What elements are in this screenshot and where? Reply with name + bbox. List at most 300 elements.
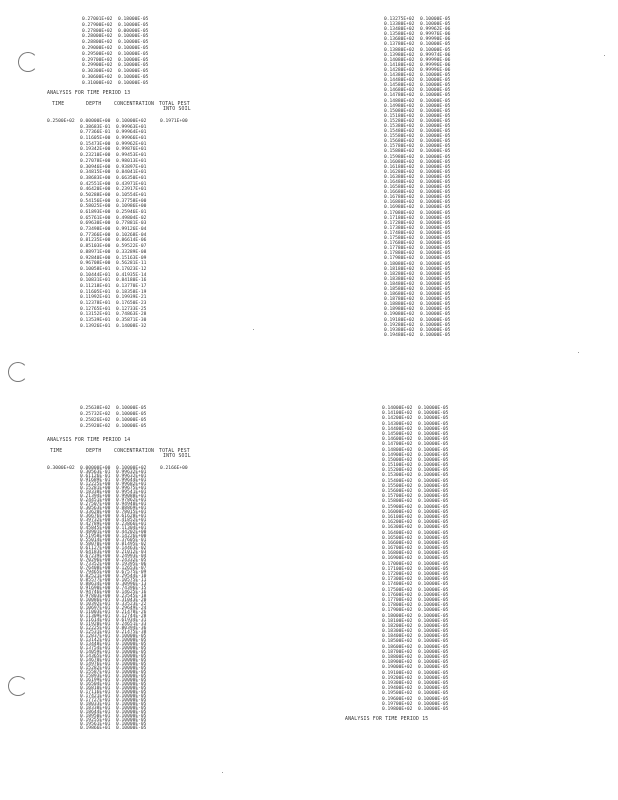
value-cell: 0.10000E-05	[118, 69, 149, 75]
value-cell: 0.10000E-05	[116, 634, 147, 639]
value-cell: 0.99974E-06	[420, 52, 451, 58]
depth-cell: 0.18338E+00	[80, 490, 111, 495]
depth-cell: 0.18580E+02	[384, 286, 415, 292]
depth-cell: 0.14059E+01	[80, 650, 111, 655]
depth-cell: 0.85103E+00	[80, 244, 111, 250]
value-cell: 0.30996E-13	[116, 582, 147, 587]
value-cell: 0.13770E-17	[116, 283, 147, 289]
value-cell: 0.10000E-05	[420, 327, 451, 333]
depth-cell: 0.14780E+02	[384, 93, 415, 99]
depth-cell: 0.30300E+02	[82, 69, 113, 75]
depth-cell: 0.16800E+02	[382, 551, 413, 557]
depth-cell: 0.14600E+02	[382, 437, 413, 443]
bottom-right-data-table	[382, 406, 448, 712]
value-cell: 0.25946E-01	[116, 210, 147, 215]
total-value: 0.2166E+00	[160, 466, 188, 471]
depth-cell: 0.27001E+02	[82, 17, 113, 22]
depth-cell: 0.15380E+02	[384, 123, 415, 129]
depth-cell: 0.15400E+02	[382, 478, 413, 484]
value-cell: 0.99088E+01	[116, 494, 147, 499]
value-cell: 0.10000E-05	[418, 623, 449, 629]
value-cell: 0.10000E-05	[116, 642, 147, 647]
depth-cell: 0.28000E+02	[82, 34, 113, 40]
depth-cell: 0.54156E+00	[80, 198, 111, 204]
depth-cell: 0.14280E+02	[384, 67, 415, 73]
depth-cell: 0.19342E+00	[80, 147, 111, 153]
depth-cell: 0.15080E+02	[384, 108, 415, 114]
value-cell: 0.10000E-05	[418, 457, 449, 463]
depth-cell: 0.16300E+02	[382, 525, 413, 531]
value-cell: 0.10000E-05	[418, 437, 449, 443]
depth-cell: 0.14380E+02	[384, 73, 415, 79]
depth-cell: 0.29700E+02	[82, 57, 113, 63]
value-cell: 0.10000E-05	[420, 286, 451, 292]
depth-cell: 0.15980E+02	[384, 154, 415, 160]
value-cell: 0.43971E+01	[116, 181, 147, 187]
value-cell: 0.10000E-05	[420, 332, 451, 338]
value-cell: 0.10000E-05	[420, 22, 451, 28]
value-cell: 0.10000E-05	[420, 317, 451, 323]
value-cell: 0.99453E+01	[116, 153, 147, 159]
value-cell: 0.10000E-05	[420, 210, 451, 216]
bottom-left-data-table	[80, 466, 146, 730]
value-cell: 0.24651E-33	[116, 622, 147, 627]
depth-cell: 0.19561E+01	[80, 722, 111, 727]
depth-cell: 0.69630E+00	[80, 221, 111, 227]
depth-cell: 0.18180E+02	[384, 266, 415, 272]
value-cell: 0.10000E-05	[420, 297, 451, 303]
depth-cell: 0.10697E+01	[80, 606, 111, 611]
depth-cell: 0.23210E+00	[80, 153, 111, 159]
value-cell: 0.10000E-05	[420, 302, 451, 308]
value-cell: 0.10000E-05	[420, 113, 451, 119]
depth-cell: 0.30946E+00	[80, 164, 111, 170]
section-title: ANALYSIS FOR TIME PERIOD 14	[47, 438, 131, 443]
value-cell: 0.11304E+01	[116, 526, 147, 531]
value-cell: 0.99964E+01	[116, 130, 147, 136]
header-concentration: CONCENTRATION	[114, 449, 155, 454]
value-cell: 0.10000E-05	[420, 47, 451, 53]
top-right-data-table	[384, 17, 450, 338]
depth-cell: 0.00000E+00	[80, 119, 111, 124]
depth-cell: 0.25826E+02	[80, 418, 111, 423]
depth-cell: 0.16199E+01	[80, 678, 111, 683]
value-cell: 0.35871E-30	[116, 318, 147, 324]
depth-cell: 0.11605E+00	[80, 136, 111, 142]
value-cell: 0.10000E-05	[418, 587, 449, 593]
value-cell: 0.10000E-05	[420, 108, 451, 114]
value-cell: 0.10000E-05	[420, 292, 451, 298]
value-cell: 0.99632E+01	[116, 474, 147, 479]
depth-cell: 0.65761E+00	[80, 215, 111, 221]
depth-cell: 0.18400E+02	[382, 634, 413, 640]
time-value: 0.3000E+02	[47, 466, 75, 471]
value-cell: 0.10000E-05	[418, 499, 449, 505]
depth-cell: 0.61893E+00	[80, 210, 111, 215]
depth-cell: 0.13680E+02	[384, 37, 415, 43]
depth-cell: 0.96708E+00	[80, 261, 111, 267]
value-cell: 0.10000E-05	[420, 225, 451, 231]
depth-cell: 0.13926E+01	[80, 323, 111, 329]
value-cell: 0.61934E-31	[116, 618, 147, 623]
depth-cell: 0.19380E+02	[384, 327, 415, 333]
depth-cell: 0.18380E+02	[384, 276, 415, 282]
value-cell: 0.10000E-05	[420, 200, 451, 206]
depth-cell: 0.18980E+02	[384, 307, 415, 313]
depth-cell: 0.16504E+01	[80, 682, 111, 687]
value-cell: 0.10000E-05	[420, 139, 451, 145]
depth-cell: 0.19400E+02	[382, 686, 413, 692]
value-cell: 0.12744E-28	[116, 614, 147, 619]
depth-cell: 0.13480E+02	[384, 27, 415, 33]
value-cell: 0.10000E-05	[420, 174, 451, 180]
depth-cell: 0.77366E+00	[80, 232, 111, 238]
depth-cell: 0.19180E+02	[384, 317, 415, 323]
depth-cell: 0.58070E+00	[80, 542, 111, 547]
depth-cell: 0.18080E+02	[384, 261, 415, 267]
value-cell: 0.99675E+01	[116, 486, 147, 491]
depth-cell: 0.13780E+02	[384, 42, 415, 48]
depth-cell: 0.94746E+00	[80, 590, 111, 595]
value-cell: 0.41935E-14	[116, 272, 147, 278]
value-cell: 0.21475E-38	[116, 630, 147, 635]
depth-cell: 0.97803E+00	[80, 594, 111, 599]
value-cell: 0.86614E-06	[116, 238, 147, 244]
depth-cell: 0.17600E+02	[382, 592, 413, 598]
header-concentration: CONCENTRATION	[114, 102, 155, 107]
value-cell: 0.10000E-05	[116, 686, 147, 691]
value-cell: 0.10000E-05	[420, 129, 451, 135]
depth-cell: 0.38683E-01	[80, 124, 111, 130]
depth-cell: 0.16380E+02	[384, 174, 415, 180]
value-cell: 0.10000E-05	[418, 426, 449, 432]
value-cell: 0.10000E-05	[418, 649, 449, 655]
depth-cell: 0.24451E+00	[80, 498, 111, 503]
depth-cell: 0.64183E+00	[80, 550, 111, 555]
value-cell: 0.99966E+01	[116, 136, 147, 142]
depth-cell: 0.18300E+02	[382, 629, 413, 635]
depth-cell: 0.14976E+01	[80, 662, 111, 667]
value-cell: 0.10000E-05	[418, 706, 449, 712]
value-cell: 0.99990E-06	[420, 57, 451, 63]
depth-cell: 0.19280E+02	[384, 322, 415, 328]
depth-cell: 0.17680E+02	[384, 241, 415, 247]
depth-cell: 0.17000E+02	[382, 561, 413, 567]
depth-cell: 0.16900E+02	[382, 556, 413, 562]
depth-cell: 0.14700E+02	[382, 442, 413, 448]
depth-cell: 0.17580E+02	[384, 236, 415, 242]
depth-cell: 0.18480E+02	[384, 281, 415, 287]
depth-cell: 0.17280E+02	[384, 220, 415, 226]
depth-cell: 0.19866E+01	[80, 726, 111, 731]
value-cell: 0.10000E-05	[118, 45, 149, 51]
value-cell: 0.10000E-05	[418, 686, 449, 692]
depth-cell: 0.10444E+01	[80, 272, 111, 278]
value-cell: 0.66350E+01	[116, 175, 147, 181]
value-cell: 0.23917E+01	[116, 187, 147, 193]
value-cell: 0.10000E-05	[420, 134, 451, 140]
value-cell: 0.33523E-22	[116, 602, 147, 607]
depth-cell: 0.11605E+01	[80, 289, 111, 295]
value-cell: 0.10000E-05	[118, 34, 149, 40]
value-cell: 0.10000E+02	[116, 119, 147, 124]
depth-cell: 0.38683E+00	[80, 175, 111, 181]
depth-cell: 0.25638E+02	[80, 406, 111, 411]
value-cell: 0.10000E-05	[116, 726, 147, 731]
depth-cell: 0.16200E+02	[382, 520, 413, 526]
value-cell: 0.10000E-05	[420, 42, 451, 48]
depth-cell: 0.46420E+00	[80, 187, 111, 193]
value-cell: 0.10000E-05	[116, 662, 147, 667]
value-cell: 0.10000E-05	[116, 694, 147, 699]
depth-cell: 0.14080E+02	[384, 57, 415, 63]
value-cell: 0.10000E-05	[116, 718, 147, 723]
value-cell: 0.84041E+01	[116, 170, 147, 176]
depth-cell: 0.16000E+02	[382, 509, 413, 515]
value-cell: 0.10000E-05	[420, 276, 451, 282]
depth-cell: 0.19000E+02	[382, 665, 413, 671]
value-cell: 0.33289E-08	[116, 249, 147, 255]
value-cell: 0.99962E+01	[116, 141, 147, 147]
depth-cell: 0.42551E+00	[80, 181, 111, 187]
value-cell: 0.10000E-05	[418, 644, 449, 650]
depth-cell: 0.67239E+00	[80, 554, 111, 559]
value-cell: 0.10575E-11	[116, 578, 147, 583]
depth-cell: 0.16180E+02	[384, 164, 415, 170]
depth-cell: 0.31000E+02	[82, 80, 113, 86]
value-cell: 0.10000E-05	[420, 307, 451, 313]
depth-cell: 0.16580E+02	[384, 185, 415, 191]
value-cell: 0.10000E-05	[420, 88, 451, 94]
depth-cell: 0.17421E+01	[80, 694, 111, 699]
depth-cell: 0.12225E+00	[80, 482, 111, 487]
depth-cell: 0.51958E+00	[80, 534, 111, 539]
depth-cell: 0.13539E+01	[80, 318, 111, 324]
table-row	[384, 333, 450, 338]
value-cell: 0.10000E-05	[420, 281, 451, 287]
value-cell: 0.10000E-05	[116, 670, 147, 675]
value-cell: 0.10000E-05	[116, 646, 147, 651]
depth-cell: 0.19700E+02	[382, 701, 413, 707]
depth-cell: 0.14000E+02	[382, 406, 413, 411]
depth-cell: 0.17080E+02	[384, 210, 415, 216]
depth-cell: 0.88971E+00	[80, 249, 111, 255]
depth-cell: 0.29900E+02	[82, 63, 113, 69]
punch-hole-icon	[8, 362, 28, 382]
depth-cell: 0.12765E+01	[80, 306, 111, 312]
depth-cell: 0.18950E+01	[80, 714, 111, 719]
value-cell: 0.10000E-05	[420, 118, 451, 124]
depth-cell: 0.17980E+02	[384, 256, 415, 262]
value-cell: 0.77881E-03	[116, 221, 147, 227]
depth-cell: 0.16680E+02	[384, 190, 415, 196]
depth-cell: 0.15587E+01	[80, 670, 111, 675]
depth-cell: 0.18780E+02	[384, 297, 415, 303]
value-cell: 0.99682E+01	[116, 482, 147, 487]
depth-cell: 0.13980E+02	[384, 52, 415, 58]
value-cell: 0.81495E-02	[116, 542, 147, 547]
depth-cell: 0.14900E+02	[382, 452, 413, 458]
depth-cell: 0.73352E+00	[80, 562, 111, 567]
value-cell: 0.74863E-28	[116, 312, 147, 318]
table-row	[382, 707, 448, 712]
value-cell: 0.10000E-05	[420, 73, 451, 79]
value-cell: 0.10000E-05	[116, 674, 147, 679]
depth-cell: 0.15100E+02	[382, 463, 413, 469]
depth-cell: 0.61127E+00	[80, 546, 111, 551]
bottom-left-pre-rows	[80, 406, 146, 430]
value-cell: 0.10000E-05	[418, 411, 449, 417]
value-cell: 0.10000E-05	[418, 660, 449, 666]
depth-cell: 0.15282E+01	[80, 666, 111, 671]
depth-cell: 0.16500E+02	[382, 535, 413, 541]
punch-hole-icon	[8, 676, 28, 696]
value-cell: 0.99962E-06	[420, 27, 451, 33]
value-cell: 0.10000E-05	[418, 494, 449, 500]
value-cell: 0.10000E-05	[418, 701, 449, 707]
value-cell: 0.10000E-05	[420, 220, 451, 226]
value-cell: 0.10268E-04	[116, 232, 147, 238]
value-cell: 0.10000E-05	[420, 251, 451, 257]
depth-cell: 0.16600E+02	[382, 540, 413, 546]
value-cell: 0.21012E-03	[116, 550, 147, 555]
value-cell: 0.10000E-05	[420, 185, 451, 191]
depth-cell: 0.85577E+00	[80, 578, 111, 583]
value-cell: 0.14463E-02	[116, 546, 147, 551]
depth-cell: 0.15893E+01	[80, 674, 111, 679]
value-cell: 0.12733E-25	[116, 306, 147, 312]
depth-cell: 0.18200E+02	[382, 623, 413, 629]
value-cell: 0.94940E+01	[116, 502, 147, 507]
value-cell: 0.10000E-05	[418, 572, 449, 577]
value-cell: 0.10000E-05	[420, 169, 451, 175]
value-cell: 0.10000E-05	[420, 93, 451, 99]
depth-cell: 0.15300E+02	[382, 473, 413, 479]
value-cell: 0.10000E-05	[418, 655, 449, 660]
value-cell: 0.99963E+01	[116, 124, 147, 130]
depth-cell: 0.18680E+02	[384, 292, 415, 298]
value-cell: 0.19939E-21	[116, 295, 147, 301]
value-cell: 0.10000E-05	[418, 680, 449, 686]
table-row	[82, 81, 148, 87]
depth-cell: 0.14365E+01	[80, 654, 111, 659]
depth-cell: 0.17727E+01	[80, 698, 111, 703]
depth-cell: 0.15680E+02	[384, 139, 415, 145]
depth-cell: 0.11920E+01	[80, 622, 111, 627]
value-cell: 0.10000E-05	[420, 98, 451, 104]
depth-cell: 0.14180E+02	[384, 62, 415, 68]
depth-cell: 0.15473E+00	[80, 141, 111, 147]
depth-cell: 0.19080E+02	[384, 312, 415, 318]
depth-cell: 0.14880E+02	[384, 98, 415, 104]
value-cell: 0.10000E-05	[418, 597, 449, 603]
depth-cell: 0.10058E+01	[80, 266, 111, 272]
depth-cell: 0.15281E+00	[80, 486, 111, 491]
value-cell: 0.97862E+01	[116, 498, 147, 503]
depth-cell: 0.15800E+02	[382, 499, 413, 505]
depth-cell: 0.29000E+02	[82, 45, 113, 51]
section-title: ANALYSIS FOR TIME PERIOD 13	[47, 91, 131, 96]
value-cell: 0.10000E-05	[116, 666, 147, 671]
depth-cell: 0.15200E+02	[382, 468, 413, 474]
value-cell: 0.41852E+01	[116, 518, 147, 523]
value-cell: 0.10000E-05	[418, 525, 449, 531]
value-cell: 0.10000E-05	[116, 678, 147, 683]
depth-cell: 0.19200E+02	[382, 675, 413, 681]
depth-cell: 0.70296E+00	[80, 558, 111, 563]
value-cell: 0.10000E-05	[418, 535, 449, 541]
value-cell: 0.18358E-19	[116, 289, 147, 295]
header-into-soil: INTO SOIL	[163, 454, 191, 459]
depth-cell: 0.30600E+02	[82, 74, 113, 80]
value-cell: 0.10000E-05	[116, 406, 147, 411]
depth-cell: 0.13580E+02	[384, 32, 415, 38]
value-cell: 0.10000E-05	[116, 424, 147, 429]
value-cell: 0.10000E-05	[418, 442, 449, 448]
depth-cell: 0.45845E+00	[80, 526, 111, 531]
value-cell: 0.99996E-06	[420, 62, 451, 68]
total-value: 0.1971E+00	[160, 119, 188, 124]
value-cell: 0.10000E-05	[418, 566, 449, 572]
value-cell: 0.10000E-05	[418, 416, 449, 422]
depth-cell: 0.28800E+02	[82, 40, 113, 46]
value-cell: 0.10986E+00	[116, 204, 147, 210]
value-cell: 0.49804E-02	[116, 215, 147, 221]
value-cell: 0.10000E-05	[418, 603, 449, 609]
value-cell: 0.67575E-09	[116, 570, 147, 575]
header-time: TIME	[52, 102, 65, 107]
depth-cell: 0.14670E+01	[80, 658, 111, 663]
value-cell: 0.10000E-05	[420, 144, 451, 150]
value-cell: 0.10000E-05	[116, 702, 147, 707]
value-cell: 0.10000E-05	[116, 412, 147, 417]
depth-cell: 0.14500E+02	[382, 431, 413, 437]
value-cell: 0.10000E-05	[418, 504, 449, 510]
value-cell: 0.10000E-05	[420, 83, 451, 89]
depth-cell: 0.15880E+02	[384, 149, 415, 155]
depth-cell: 0.16880E+02	[384, 200, 415, 206]
scan-speck	[253, 329, 254, 330]
value-cell: 0.99990E-06	[420, 37, 451, 43]
depth-cell: 0.30563E-01	[80, 470, 111, 475]
value-cell: 0.10000E-05	[418, 665, 449, 671]
value-cell: 0.10000E-05	[420, 17, 451, 22]
depth-cell: 0.17100E+02	[382, 566, 413, 572]
value-cell: 0.10000E-05	[418, 509, 449, 515]
value-cell: 0.10000E-05	[420, 159, 451, 165]
value-cell: 0.44202E+00	[116, 530, 147, 535]
value-cell: 0.10000E-05	[418, 431, 449, 437]
value-cell: 0.10000E-05	[418, 670, 449, 676]
value-cell: 0.10000E-05	[418, 421, 449, 427]
value-cell: 0.10000E-05	[418, 613, 449, 619]
depth-cell: 0.19600E+02	[382, 696, 413, 702]
scan-speck	[604, 55, 605, 56]
value-cell: 0.10000E-05	[116, 706, 147, 711]
depth-cell: 0.30563E+00	[80, 506, 111, 511]
depth-cell: 0.15500E+02	[382, 483, 413, 489]
depth-cell: 0.91690E+00	[80, 586, 111, 591]
value-cell: 0.10000E-05	[418, 608, 449, 614]
value-cell: 0.10000E-05	[418, 489, 449, 494]
value-cell: 0.59522E-07	[116, 244, 147, 250]
value-cell: 0.10000E-05	[420, 266, 451, 272]
value-cell: 0.99996E-06	[420, 67, 451, 73]
value-cell: 0.10000E-05	[420, 149, 451, 155]
header-total-pest: TOTAL PEST	[159, 449, 190, 454]
depth-cell: 0.15780E+02	[384, 144, 415, 150]
depth-cell: 0.10392E+01	[80, 602, 111, 607]
